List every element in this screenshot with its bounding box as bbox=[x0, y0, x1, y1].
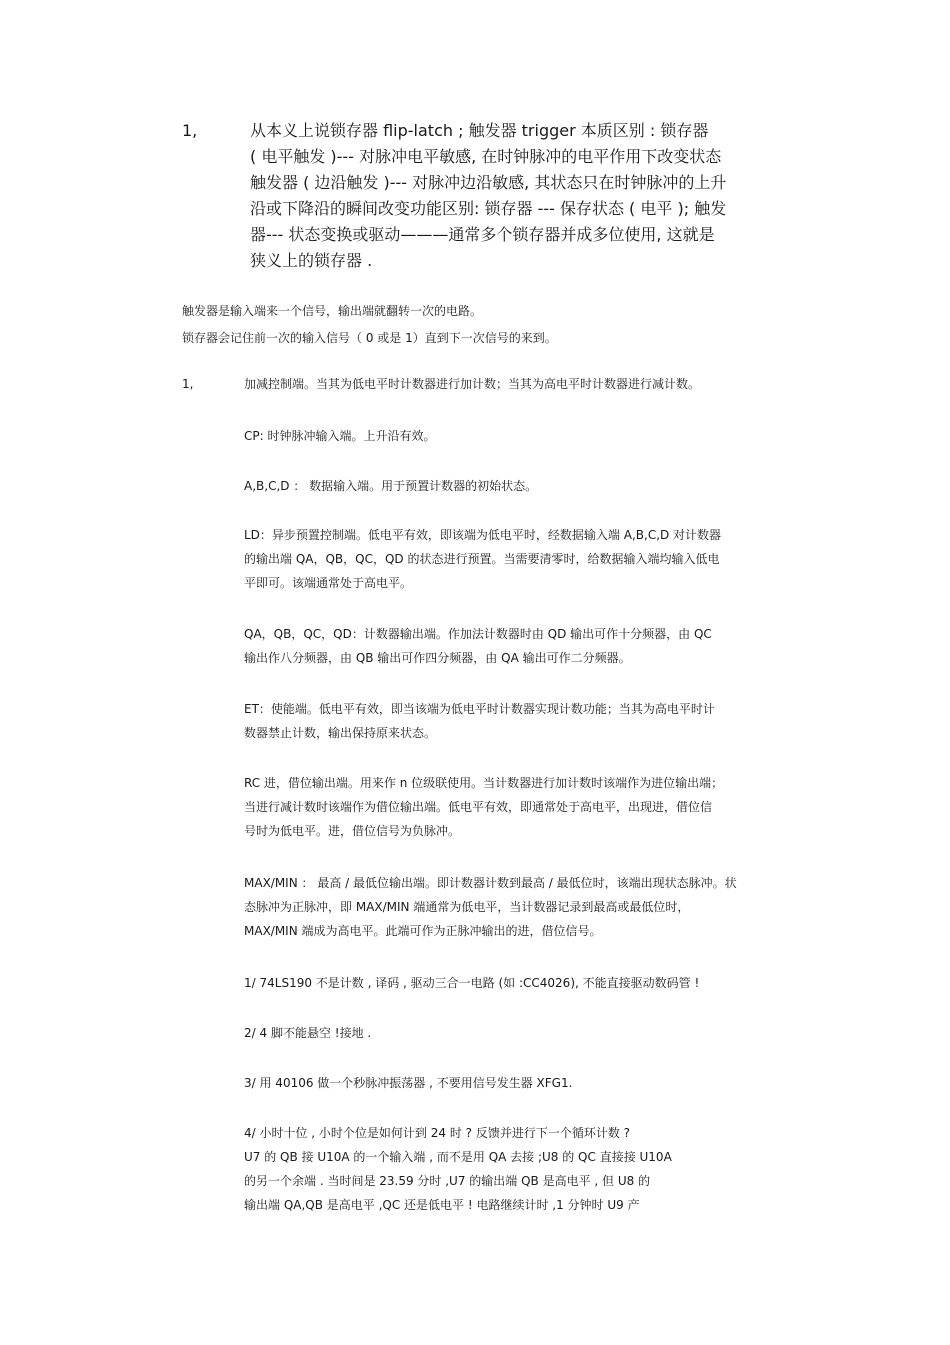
text-line: 数器禁止计数，输出保持原来状态。 bbox=[244, 726, 437, 740]
note-4 bbox=[244, 1121, 844, 1217]
paragraph-cp bbox=[244, 424, 844, 448]
text-line: 3/ 用 40106 做一个秒脉冲振荡器 , 不要用信号发生器 XFG1. bbox=[244, 1076, 573, 1090]
text-line: LD：异步预置控制端。低电平有效，即该端为低电平时，经数据输入端 A,B,C,D 对计数器 bbox=[244, 528, 722, 542]
paragraph-maxmin bbox=[244, 871, 844, 943]
text-line: 当进行减计数时该端作为借位输出端。低电平有效，即通常处于高电平，出现进，借位信 bbox=[244, 800, 713, 814]
text-line: U7 的 QB 接 U10A 的一个输入端 , 而不是用 QA 去接 ;U8 的 QC 直接接 U10A bbox=[244, 1150, 672, 1164]
intro-line-flipflop: 触发器是输入端来一个信号，输出端就翻转一次的电路。 bbox=[182, 304, 483, 318]
section-body bbox=[250, 118, 810, 274]
text-line: 4/ 小时十位 , 小时个位是如何计到 24 时 ? 反馈并进行下一个循环计数 ? bbox=[244, 1126, 631, 1140]
section-number: 1, bbox=[182, 377, 194, 391]
text-line: 2/ 4 脚不能悬空 !接地 . bbox=[244, 1026, 372, 1040]
paragraph-updown-control bbox=[244, 372, 844, 396]
text-line: 的输出端 QA，QB，QC，QD 的状态进行预置。当需要清零时，给数据输入端均输入低电 bbox=[244, 552, 720, 566]
intro-line-latch: 锁存器会记住前一次的输入信号（ 0 或是 1）直到下一次信号的来到。 bbox=[182, 331, 557, 345]
text-line: 输出作八分频器，由 QB 输出可作四分频器，由 QA 输出可作二分频器。 bbox=[244, 651, 631, 665]
text-line: A,B,C,D ： 数据输入端。用于预置计数器的初始状态。 bbox=[244, 479, 538, 493]
text-line: MAX/MIN ： 最高 / 最低位输出端。即计数器计数到最高 / 最低位时，该端出现状态脉冲。状 bbox=[244, 876, 737, 890]
text-line: 狭义上的锁存器 . bbox=[250, 251, 373, 270]
text-line: RC 进，借位输出端。用来作 n 位级联使用。当计数器进行加计数时该端作为进位输出端； bbox=[244, 776, 724, 790]
note-3 bbox=[244, 1071, 844, 1095]
text-line: 态脉冲为正脉冲，即 MAX/MIN 端通常为低电平，当计数器记录到最高或最低位时， bbox=[244, 900, 690, 914]
paragraph-outputs bbox=[244, 622, 844, 670]
text-line: 器--- 状态变换或驱动———通常多个锁存器并成多位使用, 这就是 bbox=[250, 225, 715, 244]
text-line: 加减控制端。当其为低电平时计数器进行加计数；当其为高电平时计数器进行减计数。 bbox=[244, 377, 701, 391]
paragraph-rc bbox=[244, 771, 844, 843]
note-1 bbox=[244, 971, 844, 995]
note-2 bbox=[244, 1021, 844, 1045]
text-line: 沿或下降沿的瞬间改变功能区别: 锁存器 --- 保存状态 ( 电平 ); 触发 bbox=[250, 199, 727, 218]
text-line: 1/ 74LS190 不是计数 , 译码 , 驱动三合一电路 (如 :CC4026), 不能直接驱动数码管 ! bbox=[244, 976, 700, 990]
paragraph-ld bbox=[244, 523, 844, 595]
text-line: 输出端 QA,QB 是高电平 ,QC 还是低电平 ! 电路继续计时 ,1 分钟时 U9 产 bbox=[244, 1198, 640, 1212]
text-line: QA，QB，QC，QD：计数器输出端。作加法计数器时由 QD 输出可作十分频器，由 QC bbox=[244, 627, 712, 641]
text-line: 平即可。该端通常处于高电平。 bbox=[244, 576, 413, 590]
paragraph-et bbox=[244, 697, 844, 745]
section-number: 1, bbox=[182, 121, 198, 140]
paragraph-data-inputs bbox=[244, 474, 844, 498]
text-line: ET：使能端。低电平有效，即当该端为低电平时计数器实现计数功能；当其为高电平时计 bbox=[244, 702, 715, 716]
text-line: 触发器 ( 边沿触发 )--- 对脉冲边沿敏感, 其状态只在时钟脉冲的上升 bbox=[250, 173, 727, 192]
text-line: 的另一个余端 . 当时间是 23.59 分时 ,U7 的输出端 QB 是高电平 , 但 U8 的 bbox=[244, 1174, 651, 1188]
text-line: ( 电平触发 )--- 对脉冲电平敏感, 在时钟脉冲的电平作用下改变状态 bbox=[250, 147, 722, 166]
text-line: 从本义上说锁存器 flip-latch ; 触发器 trigger 本质区别 : 锁存器 bbox=[250, 121, 709, 140]
text-line: MAX/MIN 端成为高电平。此端可作为正脉冲输出的进，借位信号。 bbox=[244, 924, 602, 938]
text-line: 号时为低电平。进，借位信号为负脉冲。 bbox=[244, 824, 461, 838]
text-line: CP: 时钟脉冲输入端。上升沿有效。 bbox=[244, 429, 436, 443]
